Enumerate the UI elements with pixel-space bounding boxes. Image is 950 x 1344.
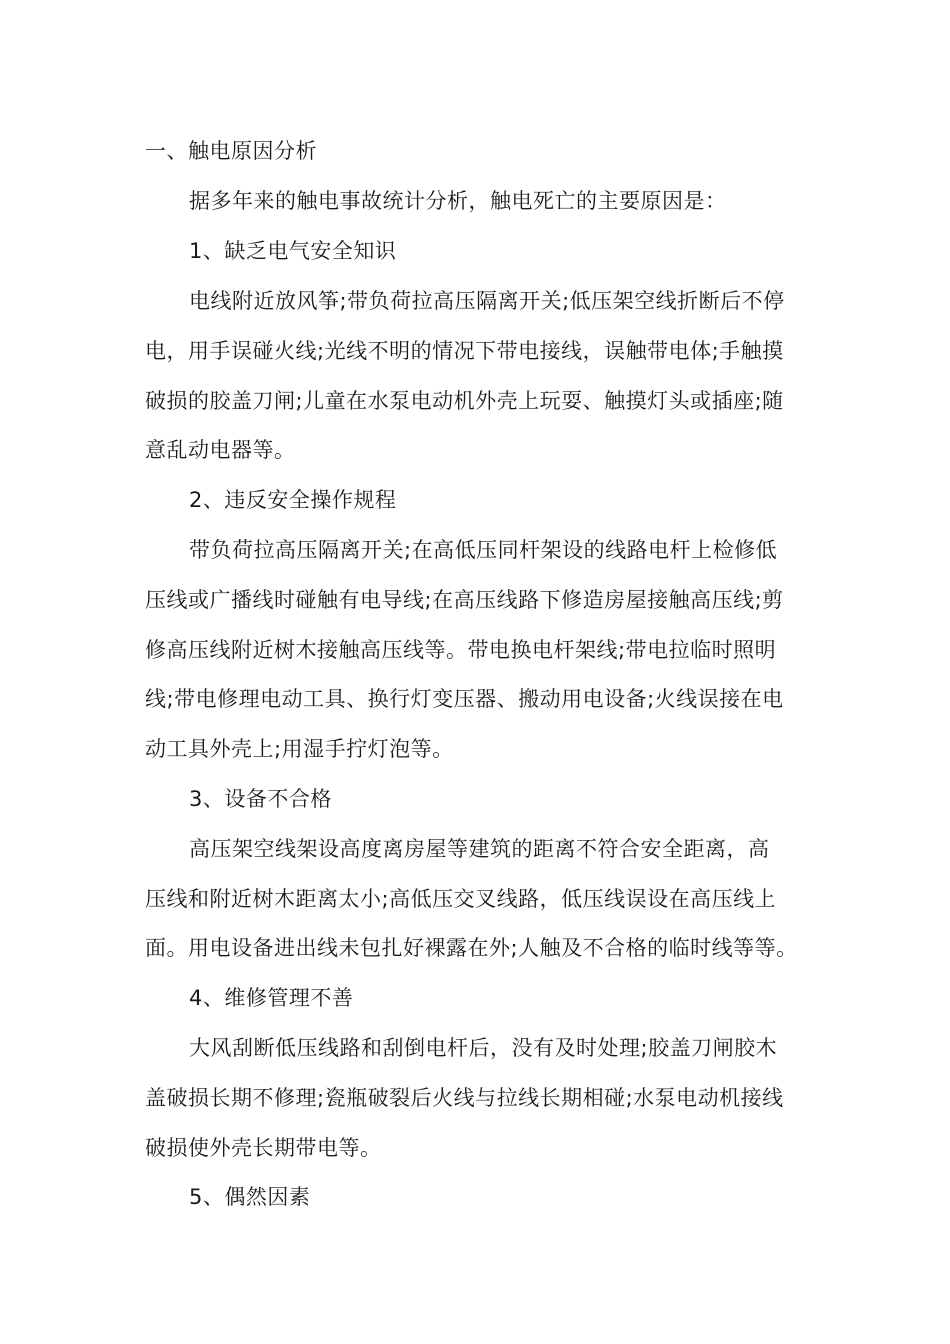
item-4-line-3: 破损使外壳长期带电等。 xyxy=(145,1136,382,1160)
item-3-line-2: 压线和附近树木距离太小;高低压交叉线路，低压线误设在高压线上 xyxy=(145,887,777,911)
item-2-line-4: 线;带电修理电动工具、换行灯变压器、搬动用电设备;火线误接在电 xyxy=(145,687,784,711)
item-heading-5: 5、偶然因素 xyxy=(189,1185,311,1209)
item-heading-4: 4、维修管理不善 xyxy=(189,986,354,1010)
item-1-line-2: 电，用手误碰火线;光线不明的情况下带电接线，误触带电体;手触摸 xyxy=(145,339,784,363)
item-1-line-3: 破损的胶盖刀闸;儿童在水泵电动机外壳上玩耍、触摸灯头或插座;随 xyxy=(145,389,784,413)
item-3-line-3: 面。用电设备进出线未包扎好裸露在外;人触及不合格的临时线等等。 xyxy=(145,936,798,960)
item-4-line-2: 盖破损长期不修理;瓷瓶破裂后火线与拉线长期相碰;水泵电动机接线 xyxy=(145,1086,784,1110)
item-4-line-1: 大风刮断低压线路和刮倒电杆后，没有及时处理;胶盖刀闸胶木 xyxy=(189,1036,778,1060)
item-1-line-4: 意乱动电器等。 xyxy=(145,438,296,462)
intro-paragraph: 据多年来的触电事故统计分析，触电死亡的主要原因是： xyxy=(189,189,727,213)
item-1-line-1: 电线附近放风筝;带负荷拉高压隔离开关;低压架空线折断后不停 xyxy=(189,289,785,313)
item-2-line-1: 带负荷拉高压隔离开关;在高低压同杆架设的线路电杆上检修低 xyxy=(189,538,778,562)
item-3-line-1: 高压架空线架设高度离房屋等建筑的距离不符合安全距离，高 xyxy=(189,837,770,861)
item-heading-1: 1、缺乏电气安全知识 xyxy=(189,239,397,263)
item-2-line-5: 动工具外壳上;用湿手拧灯泡等。 xyxy=(145,737,454,761)
item-2-line-3: 修高压线附近树木接触高压线等。带电换电杆架线;带电拉临时照明 xyxy=(145,638,777,662)
item-heading-3: 3、设备不合格 xyxy=(189,787,332,811)
item-heading-2: 2、违反安全操作规程 xyxy=(189,488,397,512)
section-heading: 一、触电原因分析 xyxy=(145,139,317,163)
item-2-line-2: 压线或广播线时碰触有电导线;在高压线路下修造房屋接触高压线;剪 xyxy=(145,588,784,612)
